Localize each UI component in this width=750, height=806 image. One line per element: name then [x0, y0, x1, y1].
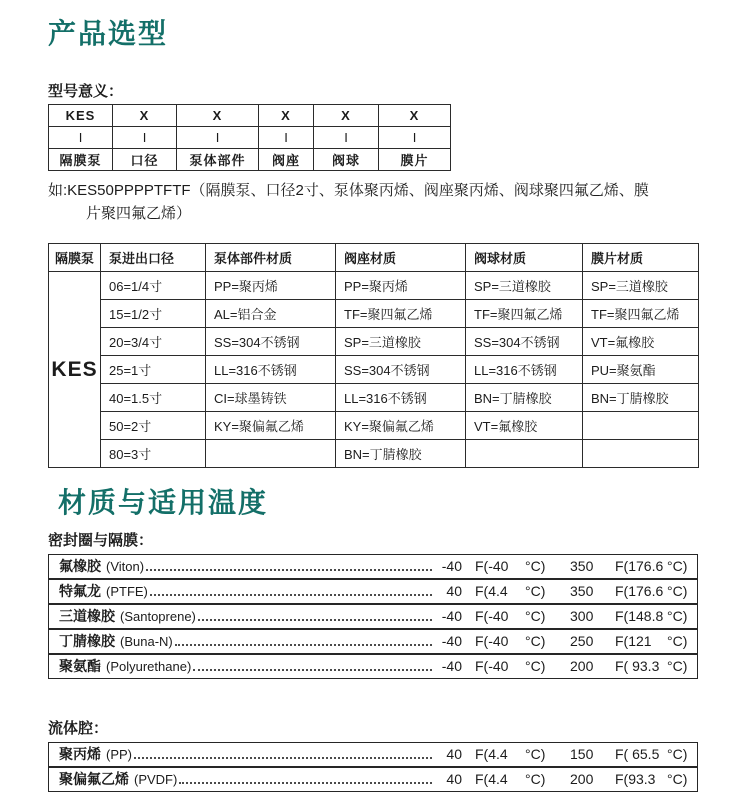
min-temp-c-unit: °C)	[525, 583, 546, 599]
selection-table-cell: TF=聚四氟乙烯	[336, 300, 466, 328]
temp-row-content	[59, 745, 689, 764]
max-temp-c-unit: °C)	[667, 608, 688, 624]
fluid-temperature-table	[48, 742, 698, 792]
max-temp-f: 300	[570, 608, 594, 624]
code-table-cell: I	[259, 127, 314, 149]
min-temp-c-unit: °C)	[525, 771, 546, 787]
selection-table-row	[49, 440, 699, 468]
fluid-chamber-label: 流体腔：	[48, 720, 109, 737]
min-temp-c: F(4.4	[475, 583, 508, 599]
selection-table-cell: BN=丁腈橡胶	[466, 384, 583, 412]
selection-table-cell: TF=聚四氟乙烯	[583, 300, 699, 328]
material-name-zh: 特氟龙	[59, 583, 101, 599]
selection-table-cell: 50=2寸	[101, 412, 206, 440]
code-table-cell: I	[314, 127, 379, 149]
code-table-cell: 隔膜泵	[49, 149, 113, 171]
selection-table-cell: VT=氟橡胶	[466, 412, 583, 440]
dot-leader	[150, 594, 432, 596]
model-code-table	[48, 104, 451, 171]
material-name-en: (PTFE)	[106, 584, 148, 599]
min-temp-c-unit: °C)	[525, 746, 546, 762]
code-table-cell: X	[259, 105, 314, 127]
max-temp-c: F(176.6	[615, 558, 664, 574]
selection-header-row	[49, 244, 699, 272]
selection-table-cell: SP=三道橡胶	[336, 328, 466, 356]
min-temp-c: F(-40	[475, 633, 509, 649]
material-name-en: (PP)	[106, 747, 132, 762]
dot-leader	[175, 644, 432, 646]
selection-table-cell: TF=聚四氟乙烯	[466, 300, 583, 328]
temp-row-content	[59, 657, 689, 676]
temp-row-content	[59, 632, 689, 651]
temp-table-row	[48, 579, 698, 604]
selection-table-row	[49, 384, 699, 412]
series-code-cell: KES	[49, 272, 101, 468]
material-name-en: (Buna-N)	[120, 634, 173, 649]
temp-row-content	[59, 607, 689, 626]
code-table-cell: I	[113, 127, 177, 149]
selection-table-cell: SP=三道橡胶	[583, 272, 699, 300]
selection-header-cell: 膜片材质	[583, 244, 699, 272]
material-name-zh: 氟橡胶	[59, 558, 101, 574]
selection-table-cell	[206, 440, 336, 468]
seal-diaphragm-label: 密封圈与隔膜：	[48, 532, 154, 549]
code-table-cell: 口径	[113, 149, 177, 171]
max-temp-c: F(176.6	[615, 583, 664, 599]
selection-table-row	[49, 328, 699, 356]
model-example-line1: 如:KES50PPPPTFTF（隔膜泵、口径2寸、泵体聚丙烯、阀座聚丙烯、阀球聚四氟乙烯、膜	[48, 182, 649, 199]
selection-table-cell: 80=3寸	[101, 440, 206, 468]
temp-table-cell	[48, 767, 698, 792]
code-table-cell: X	[314, 105, 379, 127]
min-temp-f: -40	[441, 633, 462, 649]
code-table-cell: 阀球	[314, 149, 379, 171]
max-temp-c-unit: °C)	[667, 771, 688, 787]
selection-table-cell: 40=1.5寸	[101, 384, 206, 412]
max-temp-f: 350	[570, 558, 594, 574]
temp-table-row	[48, 742, 698, 767]
code-table-cell: 泵体部件	[177, 149, 259, 171]
code-table-cell: I	[379, 127, 451, 149]
temp-table-row	[48, 629, 698, 654]
max-temp-f: 200	[570, 658, 594, 674]
code-table-cell: I	[177, 127, 259, 149]
min-temp-c-unit: °C)	[525, 558, 546, 574]
max-temp-c: F( 93.3	[615, 658, 660, 674]
materials-temperature-title: 材质与适用温度	[58, 487, 269, 518]
code-table-row	[49, 127, 451, 149]
selection-table-cell: BN=丁腈橡胶	[583, 384, 699, 412]
temp-table-cell	[48, 604, 698, 629]
selection-header-cell: 阀座材质	[336, 244, 466, 272]
code-table-cell: X	[177, 105, 259, 127]
selection-table-cell: VT=氟橡胶	[583, 328, 699, 356]
max-temp-c: F(121	[615, 633, 652, 649]
selection-table-cell: PU=聚氨酯	[583, 356, 699, 384]
selection-table-cell: 06=1/4寸	[101, 272, 206, 300]
selection-table-cell: LL=316不锈钢	[336, 384, 466, 412]
selection-table-cell	[583, 440, 699, 468]
min-temp-f: -40	[441, 608, 462, 624]
selection-table-cell	[466, 440, 583, 468]
temp-table-row	[48, 654, 698, 679]
min-temp-c: F(4.4	[475, 746, 508, 762]
dot-leader	[198, 619, 432, 621]
temp-table-cell	[48, 554, 698, 579]
min-temp-f: -40	[441, 558, 462, 574]
min-temp-c: F(4.4	[475, 771, 508, 787]
code-table-cell: X	[379, 105, 451, 127]
seal-temperature-table	[48, 554, 698, 679]
max-temp-f: 350	[570, 583, 594, 599]
min-temp-f: 40	[446, 583, 462, 599]
min-temp-f: 40	[446, 746, 462, 762]
product-selection-table	[48, 243, 699, 468]
material-name-en: (Polyurethane)	[106, 659, 192, 674]
model-meaning-label: 型号意义：	[48, 83, 124, 100]
page-title: 产品选型	[48, 18, 169, 49]
selection-header-cell: 隔膜泵	[49, 244, 101, 272]
material-name-zh: 聚氨酯	[59, 658, 101, 674]
selection-table-cell: SS=304不锈钢	[466, 328, 583, 356]
code-table-cell: 阀座	[259, 149, 314, 171]
temp-table-row	[48, 604, 698, 629]
max-temp-c-unit: °C)	[667, 558, 688, 574]
max-temp-c: F( 65.5	[615, 746, 660, 762]
selection-table-cell: 15=1/2寸	[101, 300, 206, 328]
selection-header-cell: 泵进出口径	[101, 244, 206, 272]
selection-header-cell: 阀球材质	[466, 244, 583, 272]
selection-table-cell	[583, 412, 699, 440]
selection-table-cell: LL=316不锈钢	[466, 356, 583, 384]
max-temp-c-unit: °C)	[667, 633, 688, 649]
dot-leader	[193, 669, 432, 671]
selection-table-row	[49, 412, 699, 440]
max-temp-c: F(148.8	[615, 608, 664, 624]
max-temp-c-unit: °C)	[667, 746, 688, 762]
max-temp-f: 250	[570, 633, 594, 649]
code-table-cell: KES	[49, 105, 113, 127]
temp-table-cell	[48, 742, 698, 767]
code-table-cell: 膜片	[379, 149, 451, 171]
material-name-en: (Viton)	[106, 559, 145, 574]
min-temp-c-unit: °C)	[525, 658, 546, 674]
max-temp-f: 200	[570, 771, 594, 787]
selection-table-cell: 25=1寸	[101, 356, 206, 384]
min-temp-c: F(-40	[475, 558, 509, 574]
selection-table-cell: KY=聚偏氟乙烯	[206, 412, 336, 440]
selection-table-cell: KY=聚偏氟乙烯	[336, 412, 466, 440]
selection-table-cell: PP=聚丙烯	[336, 272, 466, 300]
selection-table-cell: LL=316不锈钢	[206, 356, 336, 384]
max-temp-c-unit: °C)	[667, 583, 688, 599]
code-table-cell: X	[113, 105, 177, 127]
selection-table-cell: 20=3/4寸	[101, 328, 206, 356]
max-temp-c-unit: °C)	[667, 658, 688, 674]
temp-table-row	[48, 767, 698, 792]
selection-table-cell: SS=304不锈钢	[206, 328, 336, 356]
selection-table-cell: CI=球墨铸铁	[206, 384, 336, 412]
material-name-en: (PVDF)	[134, 772, 178, 787]
max-temp-f: 150	[570, 746, 594, 762]
material-name-zh: 聚偏氟乙烯	[59, 771, 129, 787]
temp-table-row	[48, 554, 698, 579]
temp-table-cell	[48, 654, 698, 679]
selection-table-row	[49, 356, 699, 384]
material-name-zh: 丁腈橡胶	[59, 633, 115, 649]
selection-table-row	[49, 272, 699, 300]
temp-row-content	[59, 582, 689, 601]
min-temp-c: F(-40	[475, 658, 509, 674]
max-temp-c: F(93.3	[615, 771, 656, 787]
selection-table-cell: SS=304不锈钢	[336, 356, 466, 384]
min-temp-c-unit: °C)	[525, 633, 546, 649]
material-name-zh: 聚丙烯	[59, 746, 101, 762]
selection-table-cell: SP=三道橡胶	[466, 272, 583, 300]
code-table-cell: I	[49, 127, 113, 149]
code-table-row	[49, 105, 451, 127]
min-temp-c: F(-40	[475, 608, 509, 624]
selection-table-cell: AL=铝合金	[206, 300, 336, 328]
selection-table-cell: PP=聚丙烯	[206, 272, 336, 300]
code-table-row	[49, 149, 451, 171]
dot-leader	[146, 569, 432, 571]
dot-leader	[179, 782, 432, 784]
selection-table-cell: BN=丁腈橡胶	[336, 440, 466, 468]
selection-header-cell: 泵体部件材质	[206, 244, 336, 272]
material-name-en: (Santoprene)	[120, 609, 196, 624]
model-example-text	[48, 179, 700, 225]
min-temp-f: 40	[446, 771, 462, 787]
selection-table-row	[49, 300, 699, 328]
temp-row-content	[59, 557, 689, 576]
temp-table-cell	[48, 579, 698, 604]
temp-table-cell	[48, 629, 698, 654]
dot-leader	[134, 757, 432, 759]
model-example-line2: 片聚四氟乙烯）	[86, 205, 192, 222]
temp-row-content	[59, 770, 689, 789]
material-name-zh: 三道橡胶	[59, 608, 115, 624]
min-temp-c-unit: °C)	[525, 608, 546, 624]
min-temp-f: -40	[441, 658, 462, 674]
